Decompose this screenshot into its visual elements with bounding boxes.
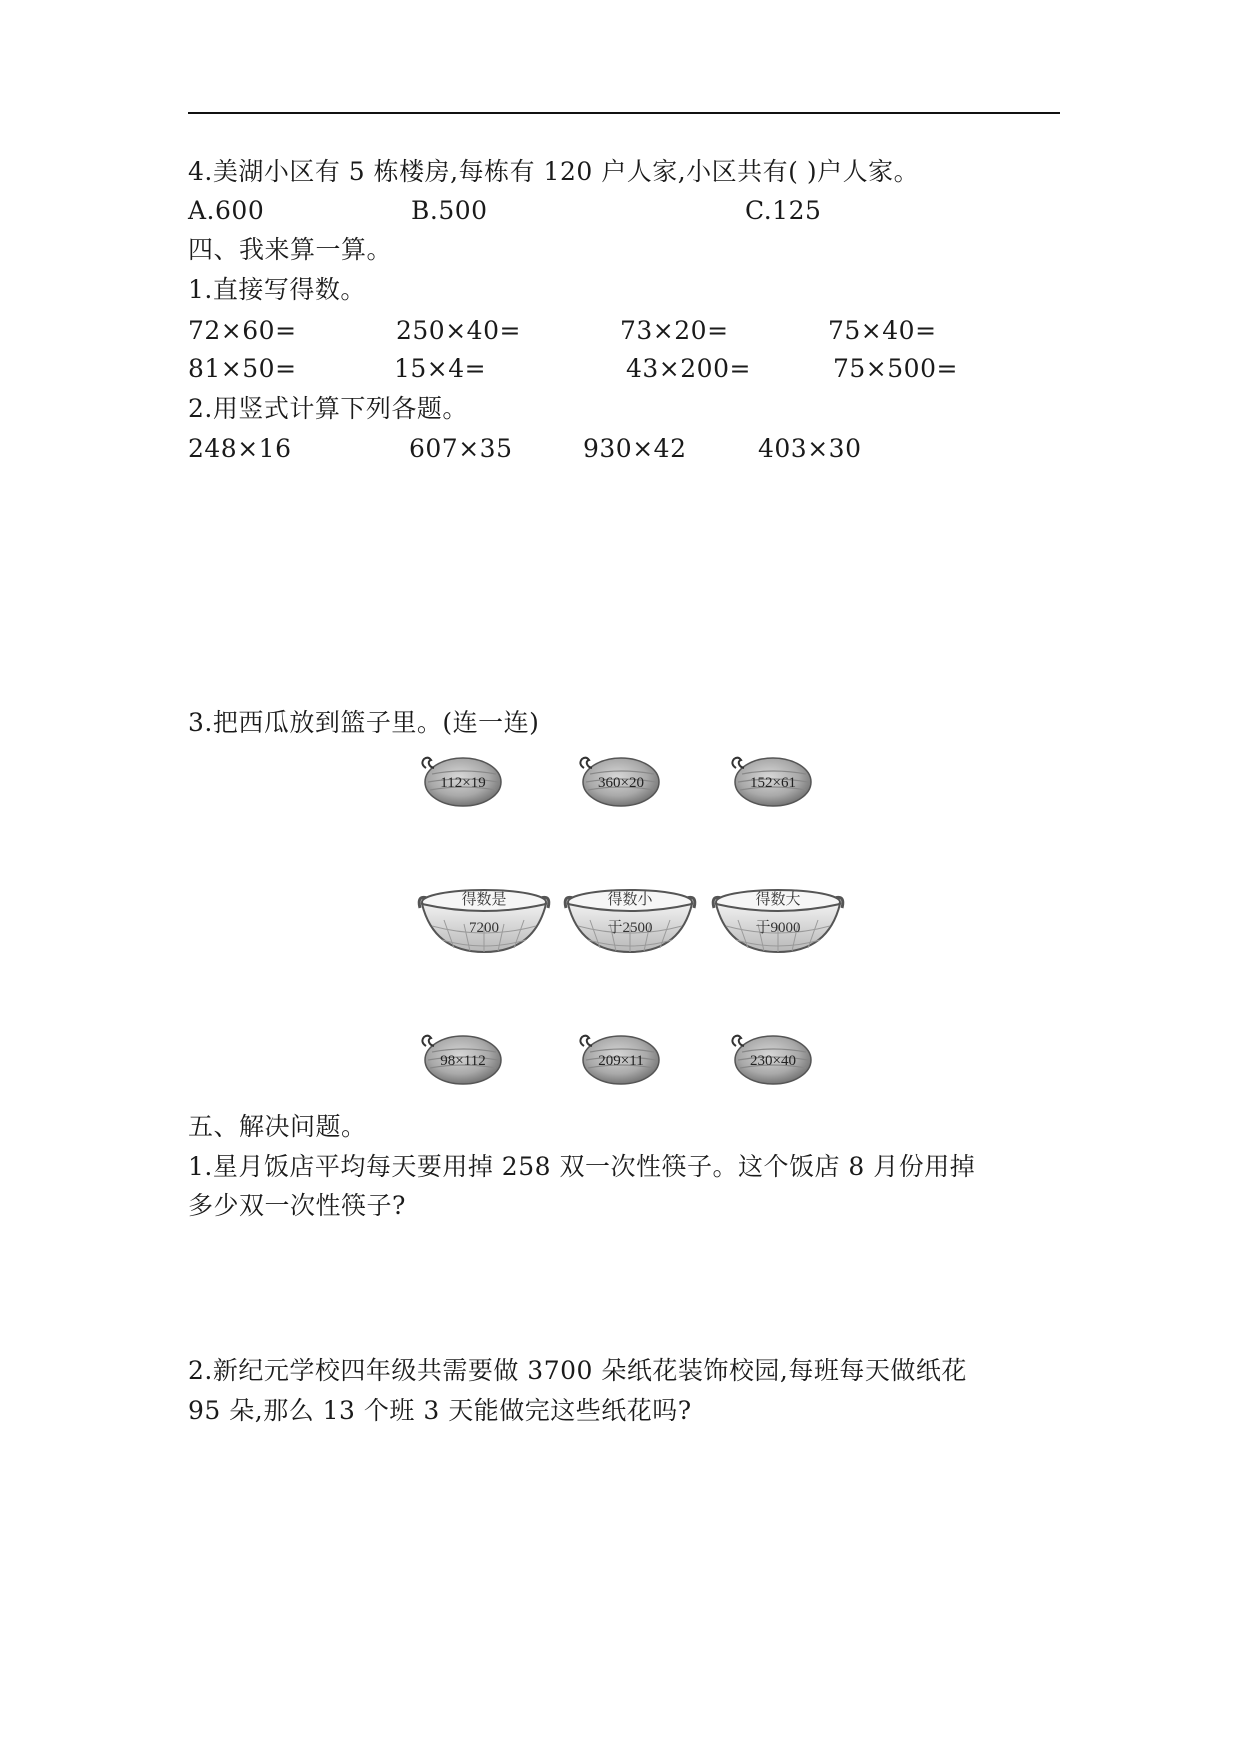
watermelon-label: 209×11 xyxy=(598,1053,644,1069)
vertical-calc-item: 930×42 xyxy=(583,434,687,463)
watermelon-icon[interactable] xyxy=(576,752,662,808)
watermelon-icon[interactable] xyxy=(418,1030,504,1086)
section4-title: 四、我来算一算。 xyxy=(188,235,393,264)
basket-label-line2: 于9000 xyxy=(755,920,801,936)
watermelon-icon[interactable] xyxy=(728,1030,814,1086)
basket-icon[interactable] xyxy=(708,882,848,958)
part2-title: 2.用竖式计算下列各题。 xyxy=(188,394,468,423)
mental-calc-item: 15×4= xyxy=(394,354,487,383)
q4-option-c: C.125 xyxy=(745,196,822,225)
mental-calc-item: 250×40= xyxy=(396,316,521,345)
vertical-calc-item: 607×35 xyxy=(409,434,513,463)
watermelon-label: 98×112 xyxy=(440,1053,486,1069)
watermelon-icon[interactable] xyxy=(576,1030,662,1086)
vertical-calc-item: 403×30 xyxy=(758,434,862,463)
problem1-line2: 多少双一次性筷子? xyxy=(188,1191,406,1220)
problem2-line1: 2.新纪元学校四年级共需要做 3700 朵纸花装饰校园,每班每天做纸花 xyxy=(188,1356,967,1385)
header-rule xyxy=(188,112,1060,114)
q4-option-a: A.600 xyxy=(188,196,265,225)
section5-title: 五、解决问题。 xyxy=(188,1112,367,1141)
vertical-calc-item: 248×16 xyxy=(188,434,292,463)
part3-title: 3.把西瓜放到篮子里。(连一连) xyxy=(188,708,540,737)
mental-calc-item: 73×20= xyxy=(620,316,729,345)
watermelon-label: 360×20 xyxy=(598,775,644,791)
q4-option-b: B.500 xyxy=(411,196,488,225)
basket-icon[interactable] xyxy=(414,882,554,958)
watermelon-icon[interactable] xyxy=(728,752,814,808)
watermelon-label: 112×19 xyxy=(440,775,486,791)
basket-label-line2: 于2500 xyxy=(607,920,653,936)
watermelon-label: 230×40 xyxy=(750,1053,796,1069)
basket-label-line2: 7200 xyxy=(469,920,499,936)
part1-title: 1.直接写得数。 xyxy=(188,275,366,304)
problem2-line2: 95 朵,那么 13 个班 3 天能做完这些纸花吗? xyxy=(188,1396,692,1425)
watermelon-label: 152×61 xyxy=(750,775,796,791)
mental-calc-item: 72×60= xyxy=(188,316,297,345)
mental-calc-item: 75×500= xyxy=(833,354,958,383)
watermelon-icon[interactable] xyxy=(418,752,504,808)
mental-calc-item: 81×50= xyxy=(188,354,297,383)
basket-label-line1: 得数是 xyxy=(461,892,507,908)
basket-icon[interactable] xyxy=(560,882,700,958)
mental-calc-item: 75×40= xyxy=(828,316,937,345)
q4-question: 4.美湖小区有 5 栋楼房,每栋有 120 户人家,小区共有( )户人家。 xyxy=(188,157,920,186)
mental-calc-item: 43×200= xyxy=(626,354,751,383)
problem1-line1: 1.星月饭店平均每天要用掉 258 双一次性筷子。这个饭店 8 月份用掉 xyxy=(188,1152,976,1181)
basket-label-line1: 得数大 xyxy=(755,892,801,908)
basket-label-line1: 得数小 xyxy=(607,892,653,908)
